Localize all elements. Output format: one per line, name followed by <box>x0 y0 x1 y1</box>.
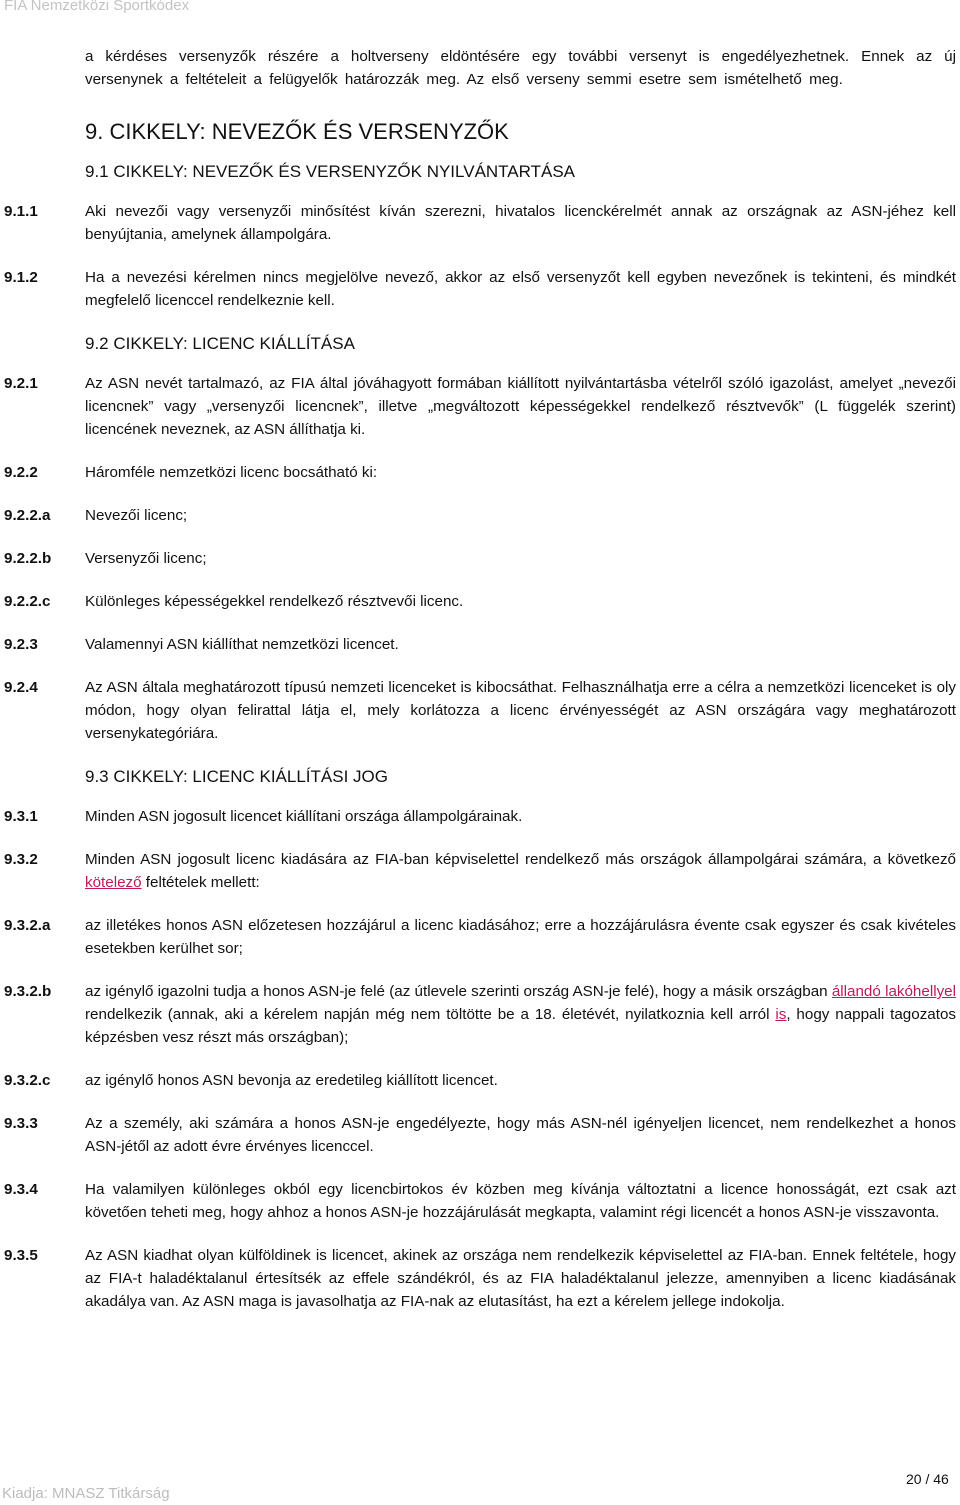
clause-number: 9.3.3 <box>4 1115 38 1132</box>
clause-number: 9.2.2 <box>4 464 38 481</box>
header-title: FIA Nemzetközi Sportkódex <box>4 0 190 14</box>
clause-number: 9.2.2.a <box>4 507 51 524</box>
clause-text: Az ASN kiadhat olyan külföldinek is licencet, akinek az országa nem rendelkezik képviselettel az FIA-ban. Ennek feltétele, hogy az FIA-t haladéktalanul értesítsék az effele szándékról, és az FIA haladéktalanul jelezze, amennyiben a licenc kiadásának akadálya van. Az ASN maga is javasolhatja az FIA-nak az elutasítást, ha ezt a kérelem jellege indokolja. <box>85 1247 956 1310</box>
clause-number: 9.3.2.a <box>4 917 51 934</box>
clause-number: 9.3.4 <box>4 1181 38 1198</box>
clause-text: Az ASN nevét tartalmazó, az FIA által jóváhagyott formában kiállított nyilvántartásba vételről szóló igazolást, amelyet „nevezői licencnek” vagy „versenyzői licencnek”, illetve „megváltozott képességekkel rendelkező résztvevők” (L függelék szerint) licencének neveznek, az ASN állíthatja ki. <box>85 375 956 438</box>
clause-9-1-1 <box>4 200 956 246</box>
clause-number: 9.1.2 <box>4 269 38 286</box>
link-kotelezo[interactable]: kötelező <box>85 874 142 891</box>
clause-text: Minden ASN jogosult licencet kiállítani országa állampolgárainak. <box>85 808 523 825</box>
clause-number: 9.2.2.b <box>4 550 52 567</box>
clause-number: 9.3.2.b <box>4 983 52 1000</box>
clause-9-3-5 <box>4 1244 956 1313</box>
clause-number: 9.3.2.c <box>4 1072 51 1089</box>
clause-number: 9.3.2 <box>4 851 38 868</box>
clause-text: Valamennyi ASN kiállíthat nemzetközi licencet. <box>85 636 399 653</box>
clause-number: 9.3.5 <box>4 1247 38 1264</box>
section-9-3-title: 9.3 CIKKELY: LICENC KIÁLLÍTÁSI JOG <box>85 767 388 786</box>
clause-9-3-2 <box>4 848 956 894</box>
clause-number: 9.2.3 <box>4 636 38 653</box>
footer-publisher: Kiadja: MNASZ Titkárság <box>2 1485 170 1502</box>
clause-text: az igénylő honos ASN bevonja az eredetileg kiállított licencet. <box>85 1072 498 1089</box>
clause-9-2-1 <box>4 372 956 441</box>
clause-text: Az a személy, aki számára a honos ASN-je engedélyezte, hogy más ASN-nél igényeljen licencet, nem rendelkezhet a honos ASN-jétől az adott évre érvényes licenccel. <box>85 1115 956 1155</box>
clause-number: 9.1.1 <box>4 203 38 220</box>
section-9-2-title: 9.2 CIKKELY: LICENC KIÁLLÍTÁSA <box>85 334 355 353</box>
clause-9-1-2 <box>4 266 956 312</box>
clause-text <box>85 980 956 1049</box>
clause-9-2-2 <box>4 461 956 484</box>
clause-9-2-3 <box>4 633 956 656</box>
clause-text: Az ASN általa meghatározott típusú nemzeti licenceket is kibocsáthat. Felhasználhatja erre a célra a nemzetközi licenceket is oly módon, hogy olyan felirattal látja el, mely korlátozza a licenc érvényességét az ASN országára vagy meghatározott versenykategóriára. <box>85 679 956 742</box>
clause-text: Versenyzői licenc; <box>85 550 207 567</box>
link-allando-lakohellyel[interactable]: állandó lakóhellyel <box>831 983 956 1000</box>
clause-text: Különleges képességekkel rendelkező résztvevői licenc. <box>85 593 464 610</box>
clause-text: Nevezői licenc; <box>85 507 188 524</box>
clause-9-2-4 <box>4 676 956 745</box>
clause-text-part: Minden ASN jogosult licenc kiadására az FIA-ban képviselettel rendelkező más országok állampolgárai számára, a következő <box>85 851 956 868</box>
clause-number: 9.2.4 <box>4 679 38 696</box>
clause-text: az illetékes honos ASN előzetesen hozzájárul a licenc kiadásához; erre a hozzájárulásra évente csak egyszer és csak kivételes esetekben kerülhet sor; <box>85 917 956 957</box>
clause-9-3-4 <box>4 1178 956 1224</box>
clause-9-3-2-b <box>4 980 956 1049</box>
clause-number: 9.2.2.c <box>4 593 51 610</box>
clause-text-part: , hogy nappali tagozatos képzésben vesz részt más országban); <box>85 1006 956 1046</box>
clause-number: 9.3.1 <box>4 808 38 825</box>
clause-text-part: rendelkezik (annak, aki a kérelem napján még nem töltötte be a 18. életévét, nyilatkoznia kell arról <box>85 1006 776 1023</box>
clause-text-part: az igénylő igazolni tudja a honos ASN-je felé (az útlevele szerinti ország ASN-je felé), hogy a másik országban <box>85 983 832 1000</box>
clause-9-2-2-c <box>4 590 956 613</box>
link-is[interactable]: is <box>775 1006 787 1023</box>
clause-text <box>85 848 956 894</box>
document-body <box>4 45 956 1333</box>
clause-9-2-2-a <box>4 504 956 527</box>
intro-paragraph: a kérdéses versenyzők részére a holtverseny eldöntésére egy további versenyt is engedélyezhetnek. Ennek az új versenynek a feltételeit a felügyelők határozzák meg. Az első verseny semmi esetre sem ismételhető meg. <box>85 48 956 88</box>
clause-text: Ha valamilyen különleges okból egy licencbirtokos év közben meg kívánja változtatni a licence honosságát, ezt csak azt követően teheti meg, hogy ahhoz a honos ASN-je hozzájárulását megkapta, valamint régi licencét a honos ASN-je visszavonta. <box>85 1181 956 1221</box>
clause-9-2-2-b <box>4 547 956 570</box>
clause-9-3-1 <box>4 805 956 828</box>
clause-text-part: feltételek mellett: <box>141 874 260 891</box>
clause-text: Ha a nevezési kérelmen nincs megjelölve nevező, akkor az első versenyzőt kell egyben nevezőnek is tekinteni, és mindkét megfelelő licenccel rendelkeznie kell. <box>85 269 956 309</box>
clause-9-3-3 <box>4 1112 956 1158</box>
clause-9-3-2-a <box>4 914 956 960</box>
clause-text: Aki nevezői vagy versenyzői minősítést kíván szerezni, hivatalos licenckérelmét annak az országnak az ASN-jéhez kell benyújtania, amelynek állampolgára. <box>85 203 956 243</box>
clause-number: 9.2.1 <box>4 375 38 392</box>
page-number: 20 / 46 <box>906 1471 949 1487</box>
clause-text: Háromféle nemzetközi licenc bocsátható ki: <box>85 464 378 481</box>
section-9-1-title: 9.1 CIKKELY: NEVEZŐK ÉS VERSENYZŐK NYILVÁNTARTÁSA <box>85 162 576 181</box>
clause-9-3-2-c <box>4 1069 956 1092</box>
article-title: 9. CIKKELY: NEVEZŐK ÉS VERSENYZŐK <box>85 119 509 144</box>
